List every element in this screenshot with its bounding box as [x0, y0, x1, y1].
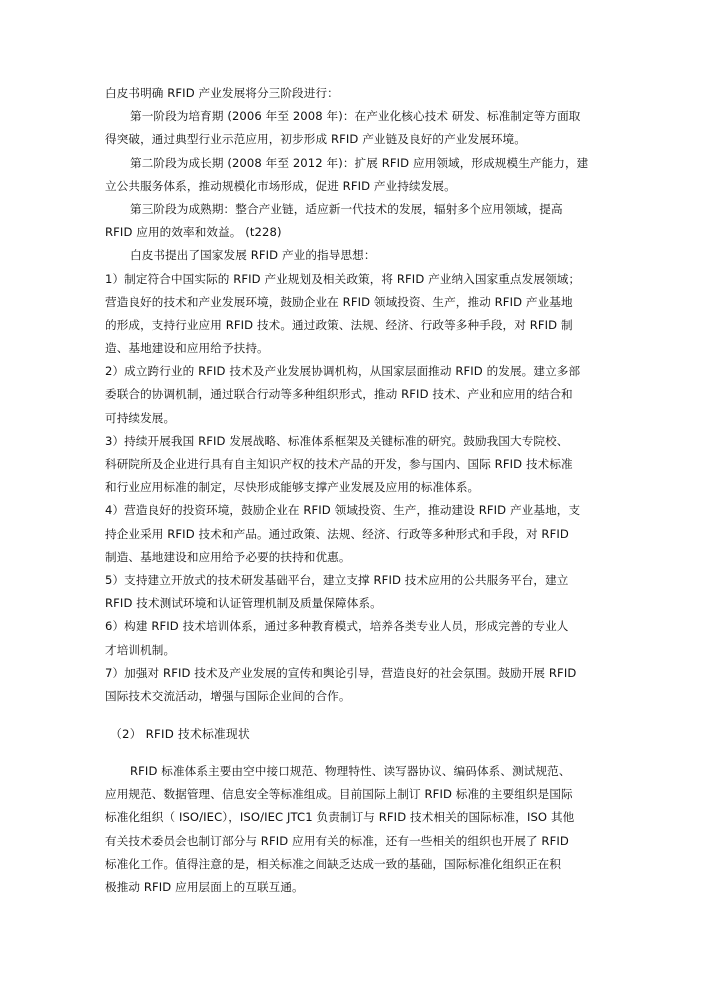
text-line: 极推动 RFID 应用层面上的互联互通。 — [105, 880, 304, 894]
text-line: 制造、基地建设和应用给予必要的扶持和优惠。 — [105, 549, 351, 564]
text-line: 立公共服务体系，推动规模化市场形成，促进 RFID 产业持续发展。 — [105, 178, 456, 193]
text-line: RFID 技术测试环境和认证管理机制及质量保障体系。 — [105, 596, 382, 611]
guiding-points-section — [105, 268, 597, 709]
spacer — [105, 746, 597, 760]
text-line: 有关技术委员会也制订部分与 RFID 应用有关的标准，还有一些相关的组织也开展了 RFID — [105, 833, 569, 848]
text-line: 得突破，通过典型行业示范应用，初步形成 RFID 产业链及良好的产业发展环境。 — [105, 132, 526, 147]
text-line: 白皮书提出了国家发展 RFID 产业的指导思想： — [130, 248, 376, 263]
text-line: 第三阶段为成熟期：整合产业链，适应新一代技术的发展，辐射多个应用领域，提高 — [130, 201, 563, 216]
text-line: 国际技术交流活动，增强与国际企业间的合作。 — [105, 688, 351, 703]
standards-section — [105, 760, 597, 899]
text-line: 3）持续开展我国 RFID 发展战略、标准体系框架及关键标准的研究。鼓励我国大专院校、 — [105, 433, 569, 448]
section-heading: （2） RFID 技术标准现状 — [110, 727, 250, 742]
text-line: 科研院所及企业进行具有自主知识产权的技术产品的开发，参与国内、国际 RFID 技术标准 — [105, 457, 573, 471]
text-line: 标准化工作。值得注意的是，相关标准之间缺乏达成一致的基础，国际标准化组织正在积 — [105, 856, 562, 871]
text-line: 标准化组织（ ISO/IEC），ISO/IEC JTC1 负责制订与 RFID 技术相关的国际标准，ISO 其他 — [105, 810, 575, 825]
text-line: 可持续发展。 — [105, 410, 176, 425]
text-line: 1）制定符合中国实际的 RFID 产业规划及相关政策，将 RFID 产业纳入国家重点发展领域； — [105, 271, 581, 286]
text-line: 营造良好的技术和产业发展环境，鼓励企业在 RFID 领域投资、生产，推动 RFID 产业基地 — [105, 294, 573, 309]
text-line: 造、基地建设和应用给予扶持。 — [105, 341, 269, 356]
spacer — [105, 708, 597, 722]
text-line: 和行业应用标准的制定，尽快形成能够支撑产业发展及应用的标准体系。 — [105, 480, 480, 495]
text-line: 2）成立跨行业的 RFID 技术及产业发展协调机构，从国家层面推动 RFID 的发展。建立多部 — [105, 364, 581, 379]
text-line: 的形成，支持行业应用 RFID 技术。通过政策、法规、经济、行政等多种手段，对 RFID 制 — [105, 317, 573, 332]
text-line: 7）加强对 RFID 技术及产业发展的宣传和舆论引导，营造良好的社会氛围。鼓励开展 RFID — [105, 665, 577, 680]
text-line: 应用规范、数据管理、信息安全等标准组成。目前国际上制订 RFID 标准的主要组织是国际 — [105, 787, 573, 802]
text-line: 4）营造良好的投资环境，鼓励企业在 RFID 领域投资、生产，推动建设 RFID 产业基地，支 — [105, 503, 581, 518]
text-line: 第一阶段为培育期 (2006 年至 2008 年)：在产业化核心技术 研发、标准制定等方面取 — [130, 109, 581, 124]
text-line: 持企业采用 RFID 技术和产品。通过政策、法规、经济、行政等多种形式和手段，对 RFID — [105, 526, 569, 541]
text-line: RFID 应用的效率和效益。 (t228) — [105, 225, 282, 240]
text-line: 第二阶段为成长期 (2008 年至 2012 年)：扩展 RFID 应用领域，形成规模生产能力，建 — [130, 155, 589, 170]
document-page — [105, 82, 597, 899]
text-line: 白皮书明确 RFID 产业发展将分三阶段进行： — [105, 86, 339, 100]
text-line: RFID 标准体系主要由空中接口规范、物理特性、读写器协议、编码体系、测试规范、 — [130, 764, 571, 779]
intro-section — [105, 82, 597, 268]
text-line: 5）支持建立开放式的技术研发基础平台，建立支撑 RFID 技术应用的公共服务平台，建立 — [105, 572, 569, 587]
text-line: 委联合的协调机制，通过联合行动等多种组织形式，推动 RFID 技术、产业和应用的结合和 — [105, 387, 573, 402]
text-line: 才培训机制。 — [105, 642, 176, 657]
text-line: 6）构建 RFID 技术培训体系，通过多种教育模式，培养各类专业人员，形成完善的专业人 — [105, 619, 569, 634]
